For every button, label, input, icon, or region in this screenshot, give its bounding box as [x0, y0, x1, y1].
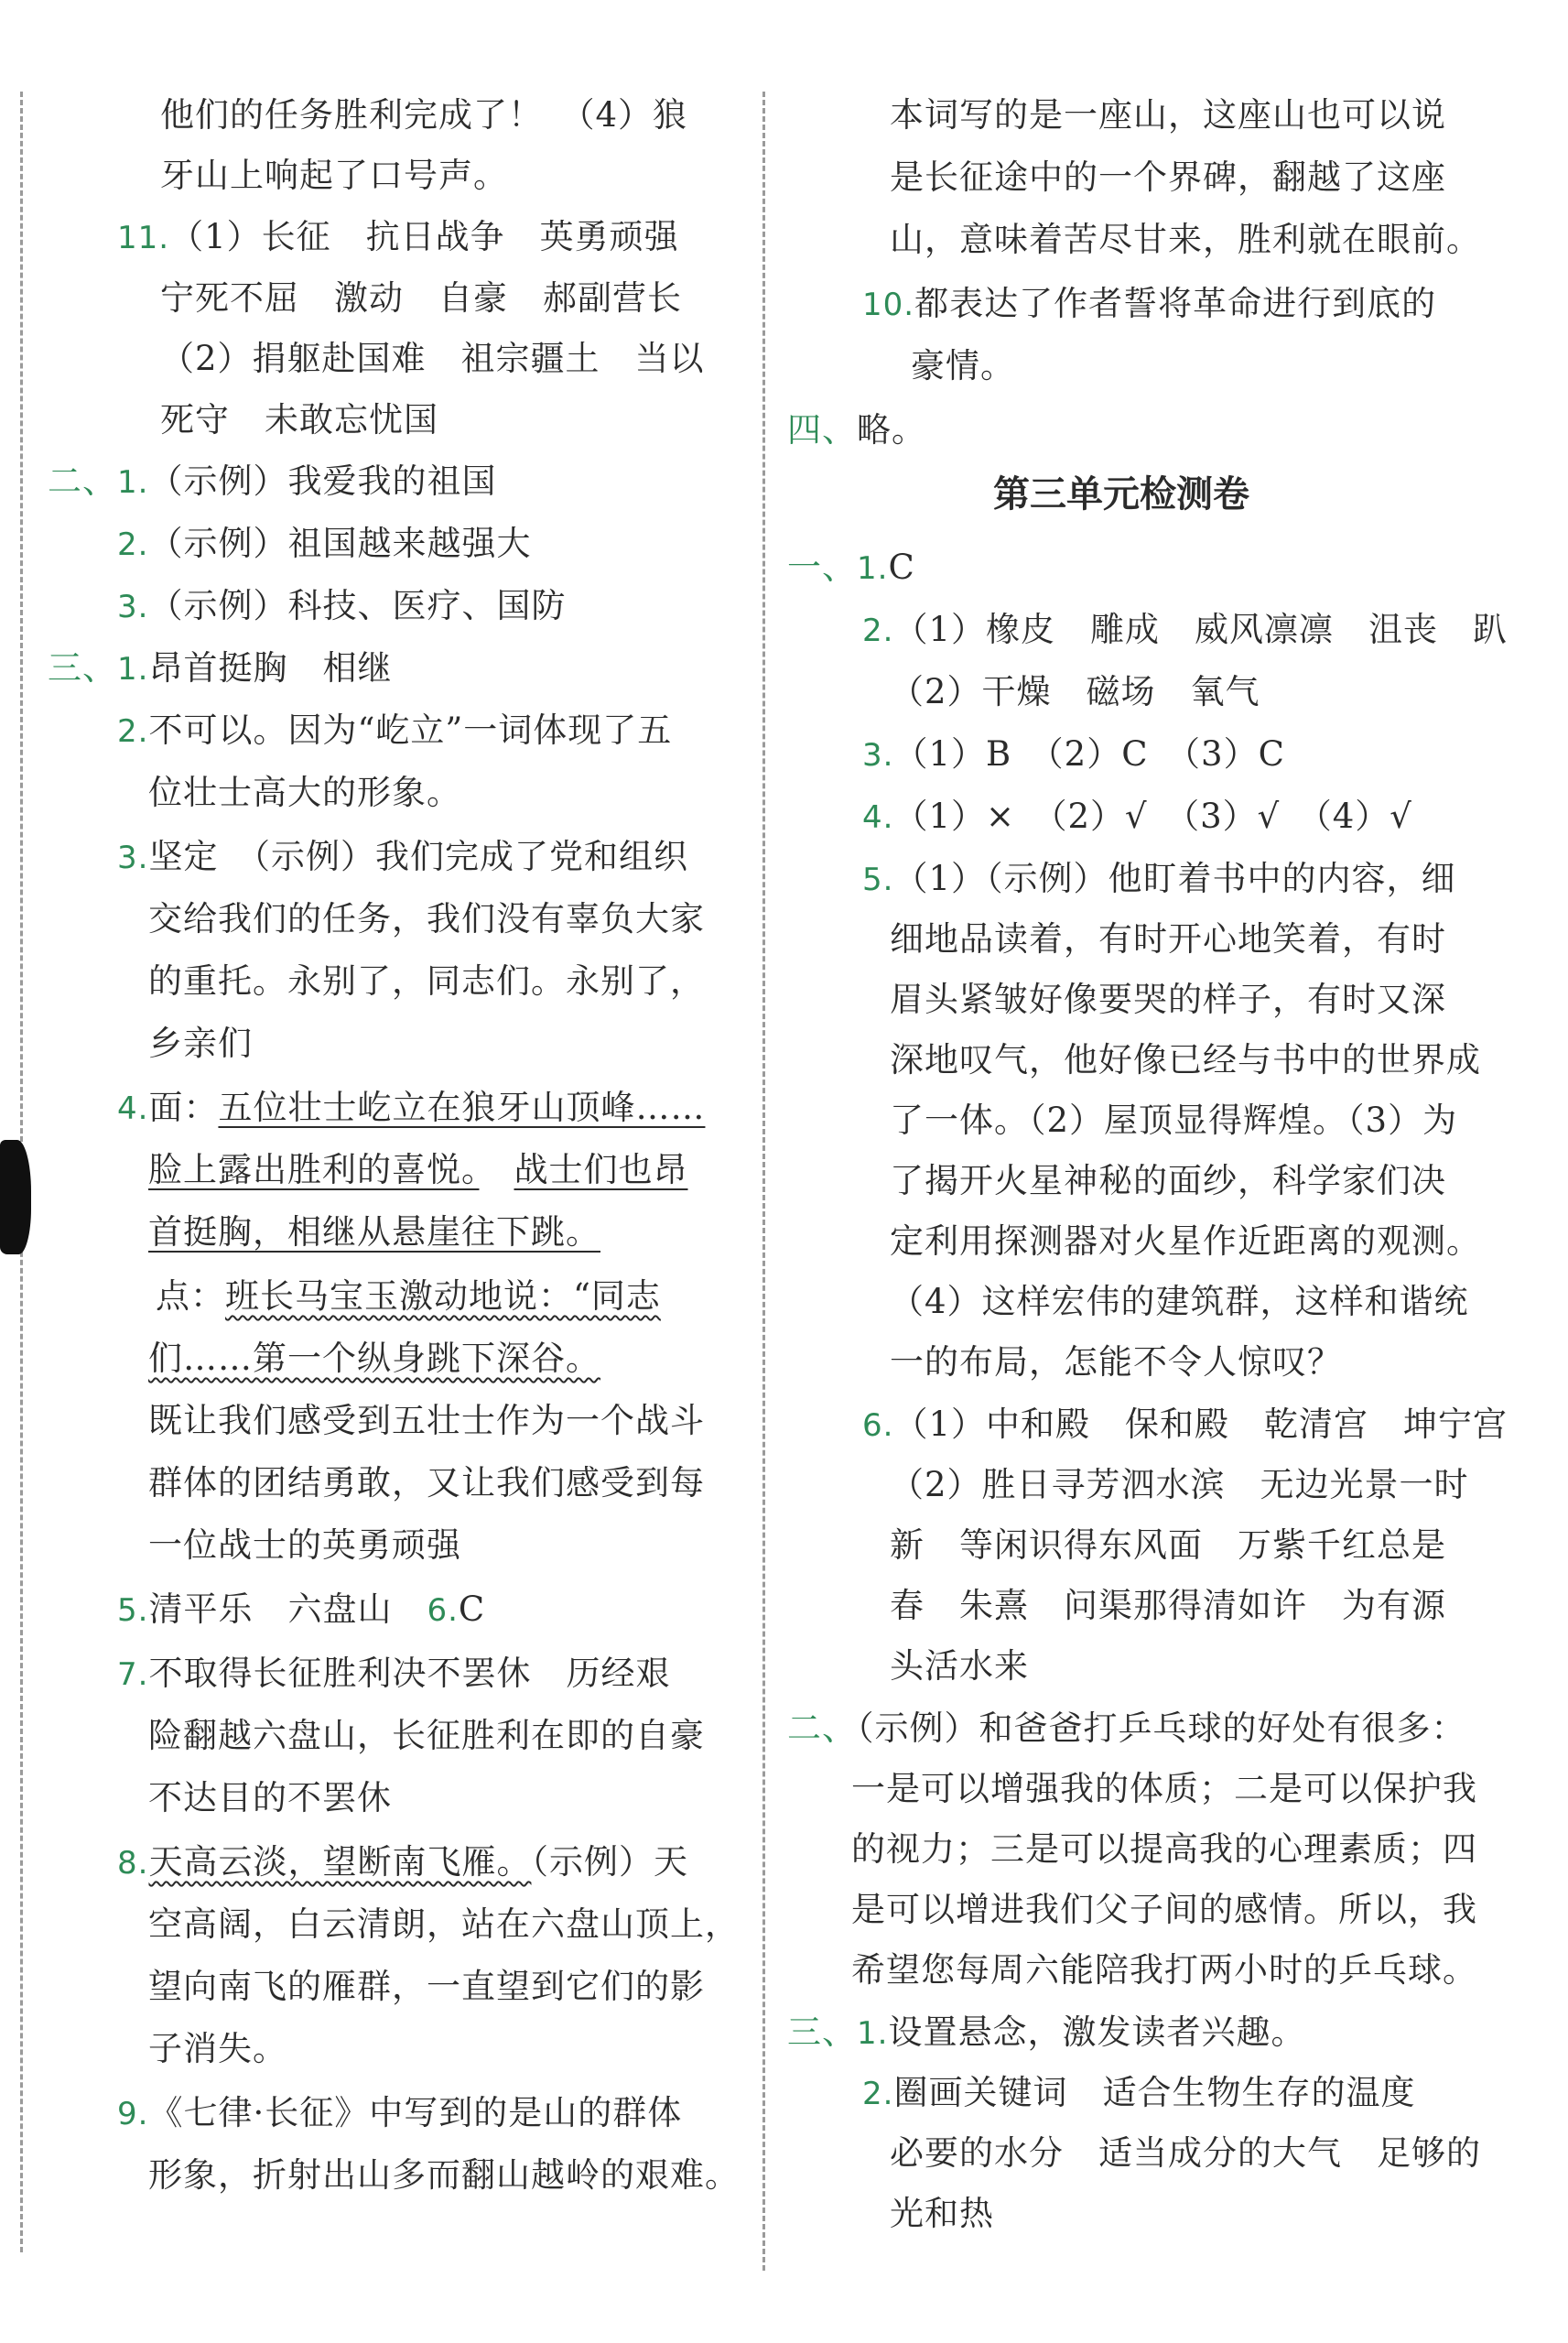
- text-line: 牙山上响起了口号声。: [160, 156, 508, 195]
- question-number: 5.: [117, 1592, 149, 1629]
- underlined-text: 首挺胸，相继从悬崖往下跳。: [148, 1212, 600, 1252]
- unit3-section-2: [787, 1701, 1466, 1756]
- answer-text: 清平乐 六盘山: [148, 1589, 393, 1629]
- text-line: 希望您每周六能陪我打两小时的乒乓球。: [851, 1950, 1477, 1990]
- question-number: 2.: [117, 526, 149, 563]
- text-line: 细地品读着，有时开心地笑着，有时: [890, 919, 1446, 959]
- text-line: 山，意味着苦尽甘来，胜利就在眼前。: [890, 220, 1481, 259]
- text-line: 春 朱熹 问渠那得清如许 为有源: [890, 1586, 1446, 1625]
- section-label: 三、: [787, 2012, 857, 2052]
- answer-text: 《七律·长征》中写到的是山的群体: [148, 2093, 683, 2132]
- text-line: 深地叹气，他好像已经与书中的世界成: [890, 1040, 1481, 1079]
- question-number: 1.: [857, 550, 889, 587]
- unit3-q4: [862, 789, 1412, 844]
- text-line: 头活水来: [890, 1646, 1029, 1686]
- text-line: [156, 1269, 661, 1324]
- answer-text: 略。: [857, 410, 926, 450]
- answer-text: 面：: [148, 1088, 219, 1127]
- question-number: 2.: [862, 613, 894, 649]
- question-number: 8.: [117, 1845, 149, 1882]
- text-line: 不达目的不罢休: [148, 1778, 392, 1817]
- text-line: （4）这样宏伟的建筑群，这样和谐统: [890, 1282, 1469, 1321]
- text-line: 本词写的是一座山，这座山也可以说: [890, 95, 1446, 135]
- text-line: 光和热: [890, 2194, 994, 2233]
- text-line: 既让我们感受到五壮士作为一个战斗: [148, 1401, 705, 1440]
- text-line: 形象，折射出山多而翻山越岭的艰难。: [148, 2155, 740, 2195]
- text-line: 子消失。: [148, 2029, 287, 2068]
- answer-text: C: [888, 548, 915, 587]
- text-line: 宁死不屈 激动 自豪 郝副营长: [160, 278, 682, 318]
- answer-text: （1）中和殿 保和殿 乾清宫 坤宁宫: [893, 1405, 1508, 1444]
- text-line: 一的布局，怎能不令人惊叹？: [890, 1342, 1342, 1382]
- text-line: 眉头紧皱好像要哭的样子，有时又深: [890, 980, 1446, 1019]
- text-line: 是可以增进我们父子间的感情。所以，我: [851, 1890, 1477, 1929]
- answer-text: （示例）和爸爸打乒乓球的好处有很多：: [857, 1708, 1466, 1748]
- question-10: [862, 277, 1436, 331]
- text-line: 是长征途中的一个界碑，翻越了这座: [890, 157, 1446, 197]
- section-2-q2: [117, 516, 531, 571]
- answer-text: 坚定 （示例）我们完成了党和组织: [148, 837, 688, 876]
- unit3-q6: [862, 1397, 1508, 1452]
- section-3-q8: [117, 1835, 688, 1890]
- unit3-q3: [862, 727, 1285, 782]
- question-number: 11.: [117, 220, 170, 256]
- answer-text: （示例）祖国越来越强大: [148, 524, 532, 563]
- answer-text: （示例）天: [531, 1842, 688, 1882]
- text-line: 乡亲们: [148, 1024, 253, 1063]
- answer-text: （示例）我爱我的祖国: [148, 461, 497, 501]
- section-4: [787, 403, 926, 458]
- section-3-q7: [117, 1646, 670, 1701]
- answer-text: （1）B （2）C （3）C: [893, 734, 1285, 774]
- question-number: 3.: [117, 589, 149, 625]
- unit3-section-3-q1: [787, 2005, 1305, 2060]
- text-line: （2）捐躯赴国难 祖宗疆土 当以: [160, 339, 705, 378]
- answer-text: 点：: [156, 1276, 225, 1316]
- section-3-q2: [117, 703, 672, 758]
- underlined-text: 五位壮士屹立在狼牙山顶峰……: [218, 1088, 706, 1127]
- answer-text: 不取得长征胜利决不罢休 历经艰: [148, 1654, 671, 1693]
- question-number: 5.: [862, 862, 894, 898]
- section-label: 一、: [787, 548, 857, 587]
- section-3-q3: [117, 830, 688, 884]
- wavy-underlined-text: 天高云淡，望断南飞雁。: [148, 1842, 532, 1882]
- text-line: 了揭开火星神秘的面纱，科学家们决: [890, 1161, 1446, 1200]
- text-line: 空高阔，白云清朗，站在六盘山顶上，: [148, 1904, 740, 1944]
- text-line: [148, 1331, 600, 1386]
- text-line: （2）胜日寻芳泗水滨 无边光景一时: [890, 1465, 1469, 1504]
- wavy-underlined-text: 班长马宝玉激动地说：“同志: [225, 1276, 661, 1316]
- text-line: [148, 1143, 688, 1198]
- text-line: 望向南飞的雁群，一直望到它们的影: [148, 1967, 705, 2006]
- section-label: 三、: [48, 648, 117, 688]
- section-label: 二、: [48, 461, 117, 501]
- answer-text: （1）长征 抗日战争 英勇顽强: [169, 217, 679, 256]
- unit3-section-1-q1: [787, 540, 915, 595]
- section-3-q5-q6: [117, 1582, 485, 1637]
- question-number: 2.: [117, 713, 149, 750]
- question-number: 1.: [117, 464, 149, 501]
- question-number: 4.: [862, 799, 894, 836]
- section-2-q1: [48, 454, 496, 509]
- text-line: 死守 未敢忘忧国: [160, 400, 438, 439]
- wavy-underlined-text: 们……第一个纵身跳下深谷。: [148, 1339, 600, 1378]
- answer-text: （1）（示例）他盯着书中的内容，细: [893, 859, 1456, 898]
- unit3-q5: [862, 852, 1456, 906]
- question-number: 6.: [427, 1592, 459, 1629]
- text-line: 的重托。永别了，同志们。永别了，: [148, 961, 705, 1001]
- question-number: 10.: [862, 287, 915, 323]
- section-3-q9: [117, 2086, 682, 2141]
- text-line: 一是可以增强我的体质；二是可以保护我: [851, 1769, 1477, 1808]
- answer-text: （1）× （2）√ （3）√ （4）√: [893, 797, 1412, 836]
- answer-text: 设置悬念，激发读者兴趣。: [888, 2012, 1306, 2052]
- text-line: 了一体。（2）屋顶显得辉煌。（3）为: [890, 1101, 1458, 1140]
- question-number: 9.: [117, 2096, 149, 2132]
- question-number: 1.: [117, 651, 149, 688]
- section-label: 二、: [787, 1708, 857, 1748]
- question-number: 2.: [862, 2076, 894, 2112]
- answer-text: 圈画关键词 适合生物生存的温度: [893, 2073, 1416, 2112]
- text-line: 他们的任务胜利完成了！ （4）狼: [160, 95, 688, 135]
- unit-3-test-heading: 第三单元检测卷: [993, 473, 1249, 515]
- unit3-section-3-q2: [862, 2066, 1415, 2121]
- question-number: 3.: [862, 737, 894, 774]
- text-line: 的视力；三是可以提高我的心理素质；四: [851, 1829, 1477, 1869]
- answer-text: （1）橡皮 雕成 威风凛凛 沮丧 趴: [893, 610, 1508, 649]
- question-11: [117, 210, 679, 265]
- section-2-q3: [117, 579, 566, 634]
- section-3-q4: [117, 1080, 705, 1135]
- center-dashed-rule: [762, 92, 765, 2271]
- text-line: [148, 1205, 600, 1260]
- scan-ink-blot: [0, 1140, 31, 1254]
- text-line: 险翻越六盘山，长征胜利在即的自豪: [148, 1716, 705, 1755]
- answer-text: 都表达了作者誓将革命进行到底的: [914, 284, 1437, 323]
- underlined-text: 战士们也昂: [514, 1150, 688, 1189]
- answer-text: C: [458, 1589, 486, 1629]
- unit3-q2: [862, 602, 1508, 657]
- section-label: 四、: [787, 410, 857, 450]
- text-line: 必要的水分 适当成分的大气 足够的: [890, 2133, 1481, 2173]
- text-line: 交给我们的任务，我们没有辜负大家: [148, 899, 705, 938]
- text-line: 豪情。: [911, 346, 1015, 385]
- answer-text: 不可以。因为“屹立”一词体现了五: [148, 710, 673, 750]
- underlined-text: 脸上露出胜利的喜悦。: [148, 1150, 480, 1189]
- text-line: 定利用探测器对火星作近距离的观测。: [890, 1221, 1481, 1261]
- question-number: 7.: [117, 1656, 149, 1693]
- answer-text: 昂首挺胸 相继: [148, 648, 393, 688]
- text-line: 一位战士的英勇顽强: [148, 1525, 461, 1565]
- answer-text: （示例）科技、医疗、国防: [148, 586, 567, 625]
- question-number: 3.: [117, 840, 149, 876]
- text-line: （2）干燥 磁场 氧气: [890, 672, 1260, 711]
- text-line: 位壮士高大的形象。: [148, 773, 461, 812]
- text-line: 群体的团结勇敢，又让我们感受到每: [148, 1463, 705, 1502]
- question-number: 6.: [862, 1407, 894, 1444]
- section-3-q1: [48, 641, 392, 696]
- text-line: 新 等闲识得东风面 万紫千红总是: [890, 1525, 1446, 1565]
- question-number: 1.: [857, 2015, 889, 2052]
- question-number: 4.: [117, 1090, 149, 1127]
